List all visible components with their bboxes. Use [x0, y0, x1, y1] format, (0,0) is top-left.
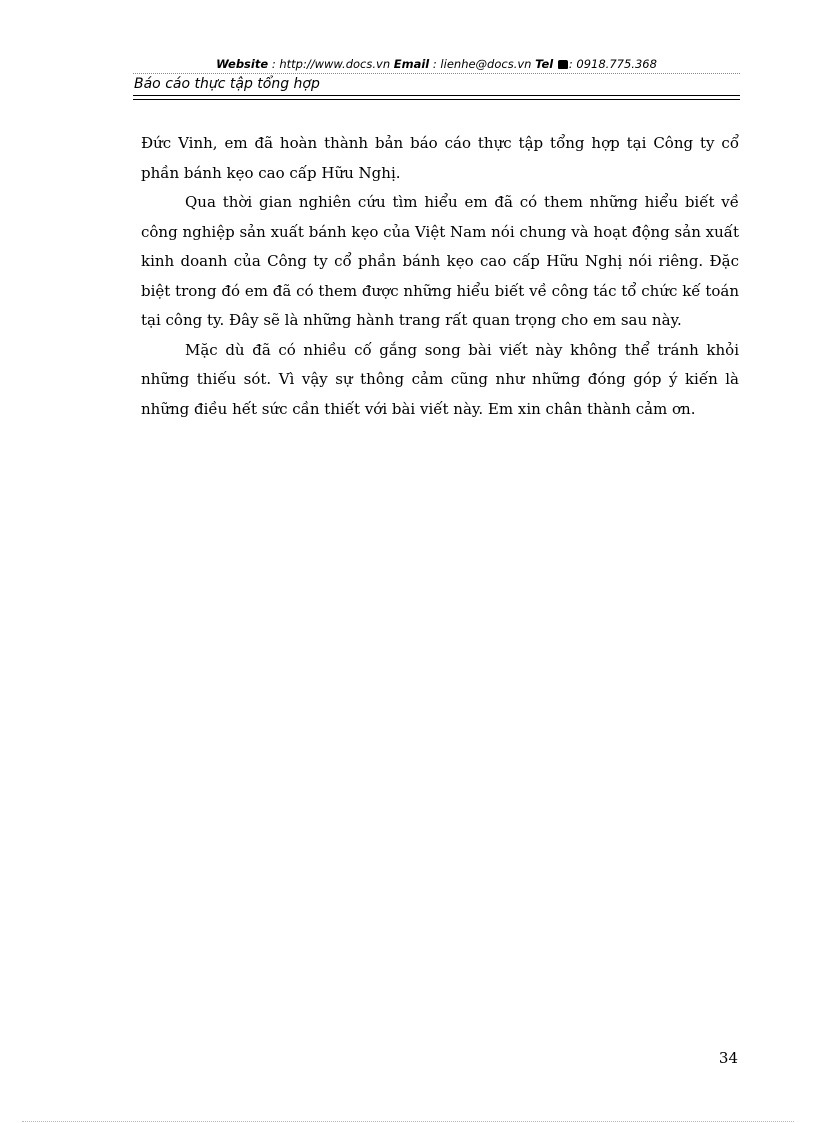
phone-icon — [558, 60, 568, 69]
website-label: Website — [216, 57, 269, 71]
tel-value: : 0918.775.368 — [568, 57, 657, 71]
document-body — [141, 129, 739, 424]
page-number: 34 — [718, 1049, 738, 1067]
body-paragraph: Đức Vinh, em đã hoàn thành bản báo cáo thực tập tổng hợp tại Công ty cổ phần bánh kẹo cao cấp Hữu Nghị. — [141, 134, 739, 182]
email-label: Email — [393, 57, 430, 71]
body-paragraph: Mặc dù đã có nhiều cố gắng song bài viết này không thể tránh khỏi những thiếu sót. Vì vậy sự thông cảm cũng như những đóng góp ý kiến là những điều hết sức cần thiết với bài viết này. Em xin chân thành cảm ơn. — [141, 340, 739, 418]
body-paragraph: Qua thời gian nghiên cứu tìm hiểu em đã có them những hiểu biết về công nghiệp sản xuất bánh kẹo của Việt Nam nói chung và hoạt động sản xuất kinh doanh của Công ty cổ phần bánh kẹo cao cấp Hữu Nghị nói riêng. Đặc biệt trong đó em đã có them được những hiểu biết về công tác tổ chức kế toán tại công ty. Đây sẽ là những hành trang rất quan trọng cho em sau này. — [141, 193, 739, 329]
header-divider — [133, 73, 740, 74]
contact-line — [133, 57, 740, 71]
tel-label: Tel — [535, 57, 554, 71]
header-double-rule — [133, 95, 740, 100]
website-value: : http://www.docs.vn — [271, 57, 391, 71]
report-title: Báo cáo thực tập tổng hợp — [134, 76, 320, 92]
page-bottom-edge — [22, 1121, 794, 1122]
email-value: : lienhe@docs.vn — [432, 57, 532, 71]
